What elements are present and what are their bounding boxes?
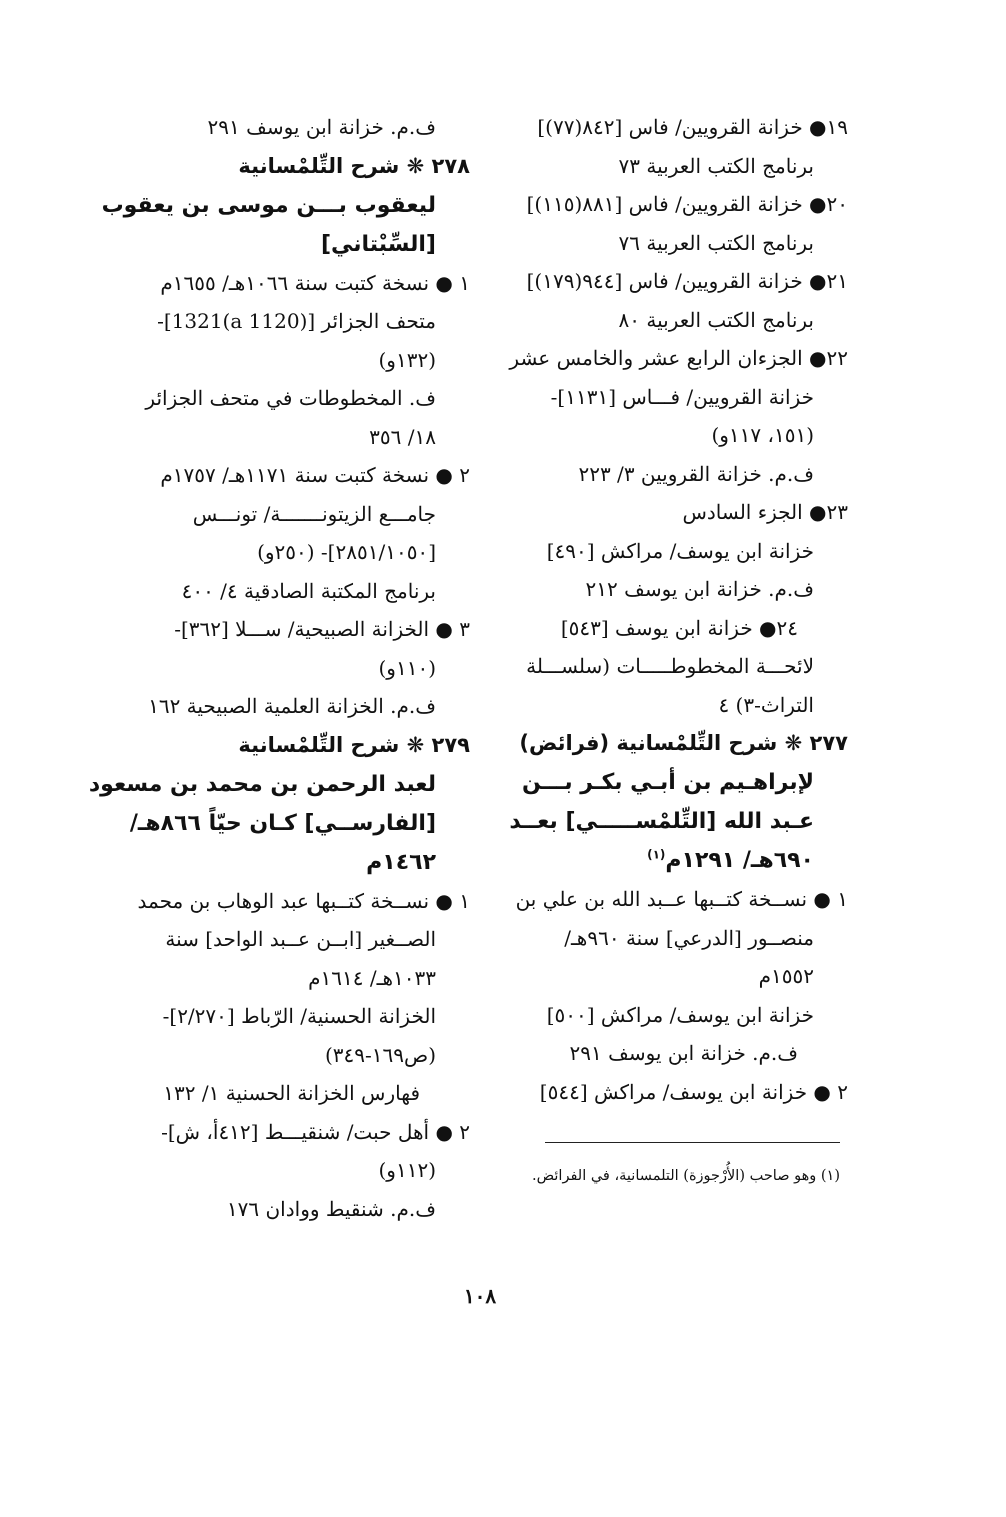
text-line — [125, 418, 470, 457]
text-line — [500, 262, 848, 301]
line-text: ف.م. خزانة ابن يوسف ٢٩١ — [569, 1041, 798, 1065]
line-text: ١٥٥٢م — [758, 964, 814, 988]
line-text: لعبد الرحمن بن محمد بن مسعود — [88, 771, 436, 797]
text-line — [500, 532, 848, 571]
line-text: ليعقوب بـــن موسى بن يعقوب — [101, 192, 436, 218]
line-text: ٣ ● الخزانة الصبيحية/ ســـلا [٣٦٢]- — [174, 617, 470, 641]
line-text: ف.م. خزانة القرويين ٣/ ٢٢٣ — [578, 461, 814, 486]
text-line — [125, 997, 470, 1036]
line-text: ١٨/ ٣٥٦ — [369, 424, 436, 449]
text-line — [500, 185, 848, 224]
line-text: التراث-٣) ٤ — [718, 692, 814, 717]
line-text: ٢ ● أهل حبت/ شنقيـــط [٤١٢أ، ش]- — [161, 1119, 470, 1144]
text-line — [500, 609, 848, 648]
text-line — [500, 339, 848, 378]
footnote-marker: (١) — [647, 847, 666, 862]
line-text: ف.م. خزانة ابن يوسف ٢٩١ — [207, 115, 436, 139]
line-text: برنامج الكتب العربية ٨٠ — [618, 307, 814, 332]
line-text: ٢٧٧ ❋ شرح التِّلمْسانية (فرائض) — [519, 731, 848, 755]
line-text: ٦٩٠هـ/ ١٢٩١م — [665, 848, 814, 873]
text-line — [500, 919, 848, 958]
line-text: ٢١● خزانة القرويين/ فاس [٩٤٤(١٧٩)] — [526, 269, 848, 293]
text-line — [500, 647, 848, 686]
text-line — [125, 264, 470, 303]
line-text: جامـــع الزيتونـــــــة/ تونـــس — [192, 501, 436, 526]
text-line — [500, 1073, 848, 1112]
line-text: (١٥١، ١١٧و) — [711, 423, 814, 447]
author-line — [500, 841, 848, 880]
line-text: ف.م. خزانة ابن يوسف ٢١٢ — [585, 577, 814, 601]
page-number: ١٠٨ — [463, 1284, 497, 1308]
text-line — [500, 996, 848, 1035]
footnote: (١) وهو صاحب (الأُرْجوزة) التلمسانية، في الفرائض. — [532, 1168, 840, 1184]
line-text: ١٤٦٢م — [366, 849, 436, 875]
text-line — [500, 224, 848, 263]
text-line — [500, 1034, 848, 1073]
text-line — [125, 1113, 470, 1152]
text-line — [500, 686, 848, 725]
line-text: ف.م. الخزانة العلمية الصبيحية ١٦٢ — [148, 694, 436, 718]
text-line — [500, 301, 848, 340]
line-text: فهارس الخزانة الحسنية ١/ ١٣٢ — [163, 1081, 420, 1105]
text-line — [125, 1036, 470, 1075]
text-line — [125, 533, 470, 572]
line-text: خزانة ابن يوسف/ مراكش [٤٩٠] — [546, 538, 814, 563]
text-line — [500, 416, 848, 455]
line-text: (١٣٢و) — [378, 347, 436, 372]
line-text: ١ ● نســخة كتــبها عبد الوهاب بن محمد — [137, 888, 470, 913]
text-line — [125, 959, 470, 998]
line-text: ١ ● نسخة كتبت سنة ١٠٦٦هـ/ ١٦٥٥م — [160, 270, 470, 295]
line-text: خزانة القرويين/ فـــاس [١١٣١]- — [550, 384, 814, 409]
text-line — [125, 341, 470, 380]
line-text: ٢٧٩ ❋ شرح التِّلمْسانية — [238, 732, 470, 757]
line-text: لائحـــة المخطوطـــــات (سلســـلة — [526, 654, 814, 678]
text-line — [125, 379, 470, 418]
line-text: متحف الجزائر [(1120 a)1321]- — [157, 309, 436, 333]
line-text: [السِّبْتاني] — [320, 231, 436, 257]
line-text: (ص١٦٩-٣٤٩) — [324, 1042, 436, 1067]
author-line — [125, 225, 470, 264]
author-line — [88, 765, 470, 804]
entry-heading — [125, 726, 470, 765]
footnote-separator — [545, 1142, 840, 1143]
text-line — [500, 493, 848, 532]
line-text: (١١٢و) — [378, 1158, 436, 1182]
text-line — [500, 378, 848, 417]
line-text: ١ ● نســخة كتــبها عــبد الله بن علي بن — [515, 887, 848, 911]
line-text: ١٩● خزانة القرويين/ فاس [٨٤٢(٧٧)] — [537, 115, 848, 139]
line-text: ١٠٣٣هـ/ ١٦١٤م — [308, 965, 436, 990]
author-line — [101, 186, 470, 225]
text-line — [500, 147, 848, 186]
line-text: خزانة ابن يوسف/ مراكش [٥٠٠] — [546, 1002, 814, 1027]
line-text: الخزانة الحسنية/ الرّباط [٢/٢٧٠]- — [162, 1004, 436, 1028]
text-line — [125, 302, 470, 341]
entry-heading — [500, 724, 848, 763]
right-column — [500, 108, 848, 1111]
text-line — [125, 1074, 470, 1113]
text-line — [125, 687, 470, 726]
line-text: برنامج الكتب العربية ٧٦ — [618, 230, 814, 255]
line-text: ٢٣● الجزء السادس — [682, 500, 848, 524]
line-text: (١١٠و) — [378, 655, 436, 680]
line-text: [الفارســي] كـان حيّاً ٨٦٦هـ/ — [129, 810, 436, 836]
line-text: منصــور [الدرعي] سنة ٩٦٠هـ/ — [564, 925, 814, 950]
entry-heading — [125, 147, 470, 186]
text-line — [125, 572, 470, 611]
left-column — [88, 108, 470, 1228]
line-text: الصــغير [ابــن عــبد الواحد] سنة — [165, 927, 436, 951]
text-line — [500, 570, 848, 609]
line-text: ف. المخطوطات في متحف الجزائر — [145, 386, 436, 410]
text-line — [125, 882, 470, 921]
text-line — [125, 456, 470, 495]
text-line — [125, 108, 470, 147]
text-line — [500, 108, 848, 147]
text-line — [500, 455, 848, 494]
text-line — [125, 610, 470, 649]
line-text: ٢ ● خزانة ابن يوسف/ مراكش [٥٤٤] — [539, 1079, 848, 1104]
line-text: ٢ ● نسخة كتبت سنة ١١٧١هـ/ ١٧٥٧م — [160, 463, 470, 487]
text-line — [125, 649, 470, 688]
line-text: ٢٢● الجزءان الرابع عشر والخامس عشر — [509, 346, 848, 370]
author-line — [500, 802, 848, 841]
line-text: ٢٤● خزانة ابن يوسف [٥٤٣] — [560, 615, 798, 640]
text-line — [125, 1190, 470, 1229]
line-text: برنامج الكتب العربية ٧٣ — [618, 153, 814, 178]
author-line — [125, 843, 470, 882]
text-line — [125, 495, 470, 534]
line-text: [٢٨٥١/١٠٥٠]- (٢٥٠و) — [257, 540, 436, 564]
text-line — [125, 920, 470, 959]
line-text: عـبد الله [التِّلمْســـــي] بعــد — [509, 809, 814, 834]
text-line — [125, 1151, 470, 1190]
line-text: ف.م. شنقيط ووادان ١٧٦ — [226, 1196, 436, 1221]
line-text: برنامج المكتبة الصادقية ٤/ ٤٠٠ — [181, 578, 436, 603]
line-text: ٢٧٨ ❋ شرح التِّلمْسانية — [238, 153, 470, 178]
line-text: لإبراهـيم بن أبـي بكـر بـــن — [521, 770, 814, 795]
text-line — [500, 880, 848, 919]
author-line — [125, 804, 470, 843]
author-line — [500, 763, 848, 802]
line-text: ٢٠● خزانة القرويين/ فاس [٨٨١(١١٥)] — [526, 192, 848, 216]
text-line — [500, 957, 848, 996]
